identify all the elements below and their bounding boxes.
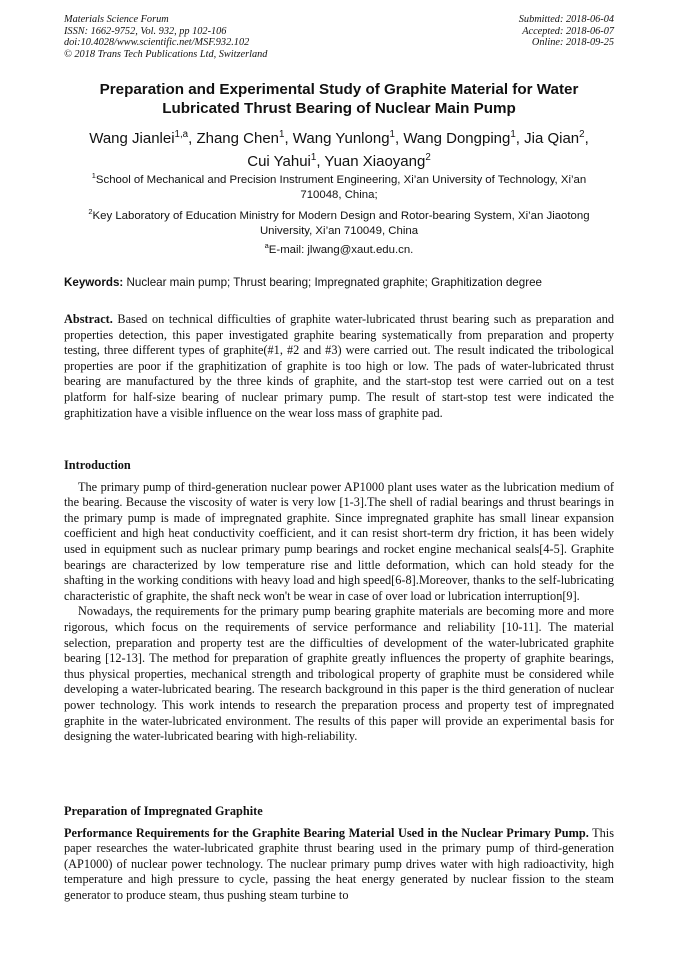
author: Yuan Xiaoyang$^2$ bbox=[324, 152, 431, 170]
paragraph: Nowadays, the requirements for the primary pump bearing graphite materials are becoming more and more rigorous, which focus on the requirements of service performance and reliability [10-11]. The material selection, preparation and property test are the difficulties of development of the water-lubricated graphite bearing [12-13]. The method for preparation of graphite greatly influences the property of graphite bearings, thus physical properties, mechanical strength and tribological property of graphite must be considered while developing a water-lubricated bearing. The research background in this paper is the third generation of nuclear power technology. This work intends to research the preparation process and property test of impregnated graphite in the water-lubricated environment. The results of this paper will provide an experimental basis for designing the water-lubricated bearing with high-reliability. bbox=[64, 604, 614, 744]
author: Wang Yunlong$^1$, bbox=[292, 129, 404, 147]
accepted-date: Accepted: 2018-06-07 bbox=[522, 25, 614, 37]
copyright: © 2018 Trans Tech Publications Ltd, Switzerland bbox=[64, 48, 268, 60]
doi: doi:10.4028/www.scientific.net/MSF.932.102 bbox=[64, 37, 250, 49]
journal-info bbox=[64, 14, 267, 60]
section-heading: Preparation of Impregnated Graphite bbox=[64, 804, 263, 818]
preparation-section bbox=[64, 804, 614, 904]
paragraph: The primary pump of third-generation nuclear power AP1000 plant uses water as the lubrication medium of the bearing. Because the viscosity of water is very low [1-3].The shell of radial bearings and thrust bearings in the primary pump is made of impregnated graphite. Since impregnated graphite has small linear expansion coefficient and high heat conductivity coefficient, and it can resist short-term dry friction, it has been widely used in equipment such as nuclear primary pump bearings and rocket engine mechanical seals[4-5]. Graphite bearings are characterized by low temperature rise and little deformation, which can hold steady for the shafting in the working conditions with heavy load and high speed[6-8].Moreover, thanks to the self-lubricating characteristic of graphite, the shaft neck won't be wear in case of over load or lubrication interruption[9]. bbox=[64, 479, 615, 603]
affiliation-1: $^1$School of Mechanical and Precision Instrument Engineering, Xi’an University of Technology, Xi’an 710048, China; bbox=[91, 171, 587, 201]
introduction-section bbox=[64, 458, 614, 745]
affiliation-2: $^2$Key Laboratory of Education Ministry for Modern Design and Rotor-bearing System, Xi’an Jiaotong University, Xi’an 710049, China bbox=[88, 207, 590, 237]
paragraph: Performance Requirements for the Graphite Bearing Material Used in the Nuclear Primary Pump. This paper researches the water-lubricated graphite thrust bearing used in the primary pump of third-generation (AP1000) of nuclear power technology. The nuclear primary pump drives water with high radioactivity, high temperature and high pressure to cycle, passing the heat energy generated by nuclear fission to the steam generator to produce steam, thus pushing steam turbine to bbox=[64, 825, 614, 902]
paper-title: Preparation and Experimental Study of Graphite Material for Water Lubricated Thrust Bearing of Nuclear Main Pump bbox=[99, 81, 579, 117]
abstract: Abstract. Based on technical difficulties of graphite water-lubricated thrust bearing such as preparation and properties detection, this paper investigated graphite bearing systematically from preparation and property testing, three different types of graphite(#1, #2 and #3) were carried out. The result indicated the tribological properties are poor if the graphitization of graphite is too high or low. The pads of water-lubricated thrust bearing are manufactured by the three kinds of graphite, and the start-stop test were carried out on a test platform for half-size bearing of nuclear primary pump. The result of start-stop test were indicated the graphitization have a visible influence on the wear loss mass of graphite pad. bbox=[64, 312, 614, 420]
online-date: Online: 2018-09-25 bbox=[531, 37, 614, 49]
keywords: Keywords: Nuclear main pump; Thrust bearing; Impregnated graphite; Graphitization degree bbox=[64, 276, 542, 289]
author: Jia Qian$^2$, bbox=[524, 129, 589, 147]
author-list bbox=[64, 125, 614, 171]
section-heading: Introduction bbox=[64, 458, 131, 472]
dates-info bbox=[519, 14, 614, 49]
journal-name: Materials Science Forum bbox=[64, 14, 169, 25]
author: Zhang Chen$^1$, bbox=[196, 129, 293, 147]
email: $^a$E-mail: jlwang@xaut.edu.cn. bbox=[264, 241, 414, 256]
author: Wang Jianlei$^{1,a}$, bbox=[89, 129, 197, 147]
issn: ISSN: 1662-9752, Vol. 932, pp 102-106 bbox=[64, 25, 227, 37]
author: Wang Dongping$^1$, bbox=[403, 129, 525, 147]
author: Cui Yahui$^1$, bbox=[247, 152, 325, 170]
submitted-date: Submitted: 2018-06-04 bbox=[518, 14, 614, 25]
